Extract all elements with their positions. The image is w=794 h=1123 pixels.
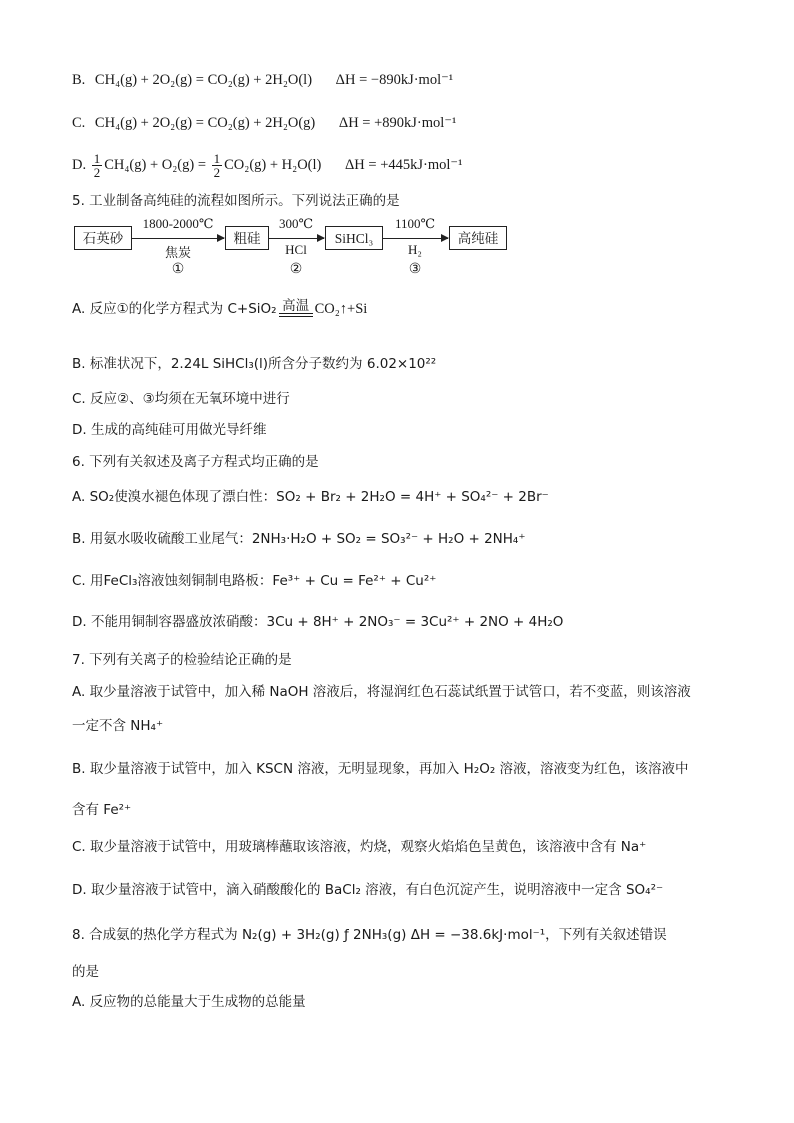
fraction-half-2 bbox=[212, 152, 223, 179]
flow-arrow-1 bbox=[132, 238, 224, 239]
enthalpy: ΔH = +445kJ·mol⁻¹ bbox=[344, 156, 463, 173]
q5-option-a bbox=[72, 299, 367, 319]
reaction-condition bbox=[279, 299, 313, 317]
q5-option-c: C. 反应②、③均须在无氧环境中进行 bbox=[72, 391, 290, 407]
arrow3-reagent: H₂ bbox=[408, 242, 422, 257]
enthalpy: ΔH = +890kJ·mol⁻¹ bbox=[338, 115, 457, 131]
option-label: D. bbox=[72, 156, 87, 173]
q7-option-a-line2: 一定不含 NH₄⁺ bbox=[72, 718, 164, 734]
q4-option-c bbox=[72, 113, 456, 133]
fraction-half bbox=[92, 152, 103, 179]
arrow1-reagent: 焦炭 bbox=[164, 246, 192, 261]
q6-option-d: D. 不能用铜制容器盛放浓硝酸：3Cu + 8H⁺ + 2NO₃⁻ = 3Cu²⁺ + 2NO + 4H₂O bbox=[72, 614, 564, 630]
flow-box-crude-silicon: 粗硅 bbox=[225, 226, 269, 250]
q5-stem: 5. 工业制备高纯硅的流程如图所示。下列说法正确的是 bbox=[72, 193, 400, 209]
flow-box-pure-silicon: 高纯硅 bbox=[449, 226, 507, 250]
arrow3-temp: 1100℃ bbox=[394, 216, 436, 231]
arrow2-reagent: HCl bbox=[285, 242, 307, 257]
flow-box-sihcl3: SiHCl₃ bbox=[325, 226, 383, 250]
q8-stem-line1: 8. 合成氨的热化学方程式为 N₂(g) + 3H₂(g) ƒ 2NH₃(g) ΔH = −38.6kJ·mol⁻¹，下列有关叙述错误 bbox=[72, 927, 667, 943]
q8-stem-line2: 的是 bbox=[72, 964, 99, 980]
denominator: 2 bbox=[93, 165, 101, 180]
q4-option-b bbox=[72, 70, 453, 90]
denominator: 2 bbox=[213, 165, 221, 180]
q7-option-c: C. 取少量溶液于试管中，用玻璃棒蘸取该溶液，灼烧，观察火焰焰色呈黄色，该溶液中含有 Na⁺ bbox=[72, 839, 647, 855]
arrow1-temp: 1800-2000℃ bbox=[142, 216, 214, 231]
q7-option-b-line2: 含有 Fe²⁺ bbox=[72, 802, 132, 818]
q4-option-d bbox=[72, 152, 462, 179]
equation: CH₄(g) + 2O₂(g) = CO₂(g) + 2H₂O(l) bbox=[94, 72, 313, 88]
q7-option-b-line1: B. 取少量溶液于试管中，加入 KSCN 溶液，无明显现象，再加入 H₂O₂ 溶液，溶液变为红色，该溶液中 bbox=[72, 761, 689, 777]
products: CO₂↑+Si bbox=[314, 301, 368, 317]
q5-option-d: D. 生成的高纯硅可用做光导纤维 bbox=[72, 422, 267, 438]
q8-option-a: A. 反应物的总能量大于生成物的总能量 bbox=[72, 994, 306, 1010]
q7-option-d: D. 取少量溶液于试管中，滴入硝酸酸化的 BaCl₂ 溶液，有白色沉淀产生，说明溶液中一定含 SO₄²⁻ bbox=[72, 882, 664, 898]
numerator: 1 bbox=[213, 151, 221, 166]
option-label: B. bbox=[72, 72, 86, 88]
equation: CH₄(g) + 2O₂(g) = CO₂(g) + 2H₂O(g) bbox=[94, 115, 316, 131]
q6-option-c: C. 用FeCl₃溶液蚀刻铜制电路板：Fe³⁺ + Cu = Fe²⁺ + Cu²⁺ bbox=[72, 573, 437, 589]
flow-arrow-2 bbox=[269, 238, 324, 239]
arrow3-step: ③ bbox=[408, 261, 422, 277]
q7-option-a-line1: A. 取少量溶液于试管中，加入稀 NaOH 溶液后，将湿润红色石蕊试纸置于试管口，若不变蓝，则该溶液 bbox=[72, 684, 691, 700]
arrow2-step: ② bbox=[289, 261, 303, 277]
option-label: C. bbox=[72, 115, 86, 131]
q6-stem: 6. 下列有关叙述及离子方程式均正确的是 bbox=[72, 454, 319, 470]
q7-stem: 7. 下列有关离子的检验结论正确的是 bbox=[72, 652, 292, 668]
equation-left: CH₄(g) + O₂(g) = bbox=[104, 156, 207, 173]
arrow2-temp: 300℃ bbox=[278, 216, 314, 231]
arrow1-step: ① bbox=[171, 261, 185, 277]
flow-arrow-3 bbox=[383, 238, 448, 239]
q6-option-a: A. SO₂使溴水褪色体现了漂白性：SO₂ + Br₂ + 2H₂O = 4H⁺ + SO₄²⁻ + 2Br⁻ bbox=[72, 489, 549, 505]
q5-option-b: B. 标准状况下，2.24L SiHCl₃(l)所含分子数约为 6.02×10²² bbox=[72, 356, 437, 372]
q6-option-b: B. 用氨水吸收硫酸工业尾气：2NH₃·H₂O + SO₂ = SO₃²⁻ + H₂O + 2NH₄⁺ bbox=[72, 531, 526, 547]
equation-right: CO₂(g) + H₂O(l) bbox=[224, 156, 322, 173]
condition-text: 高温 bbox=[282, 298, 310, 314]
option-text: A. 反应①的化学方程式为 C+SiO₂ bbox=[72, 301, 277, 317]
enthalpy: ΔH = −890kJ·mol⁻¹ bbox=[335, 72, 454, 88]
numerator: 1 bbox=[93, 151, 101, 166]
flow-box-quartz-sand: 石英砂 bbox=[74, 226, 132, 250]
